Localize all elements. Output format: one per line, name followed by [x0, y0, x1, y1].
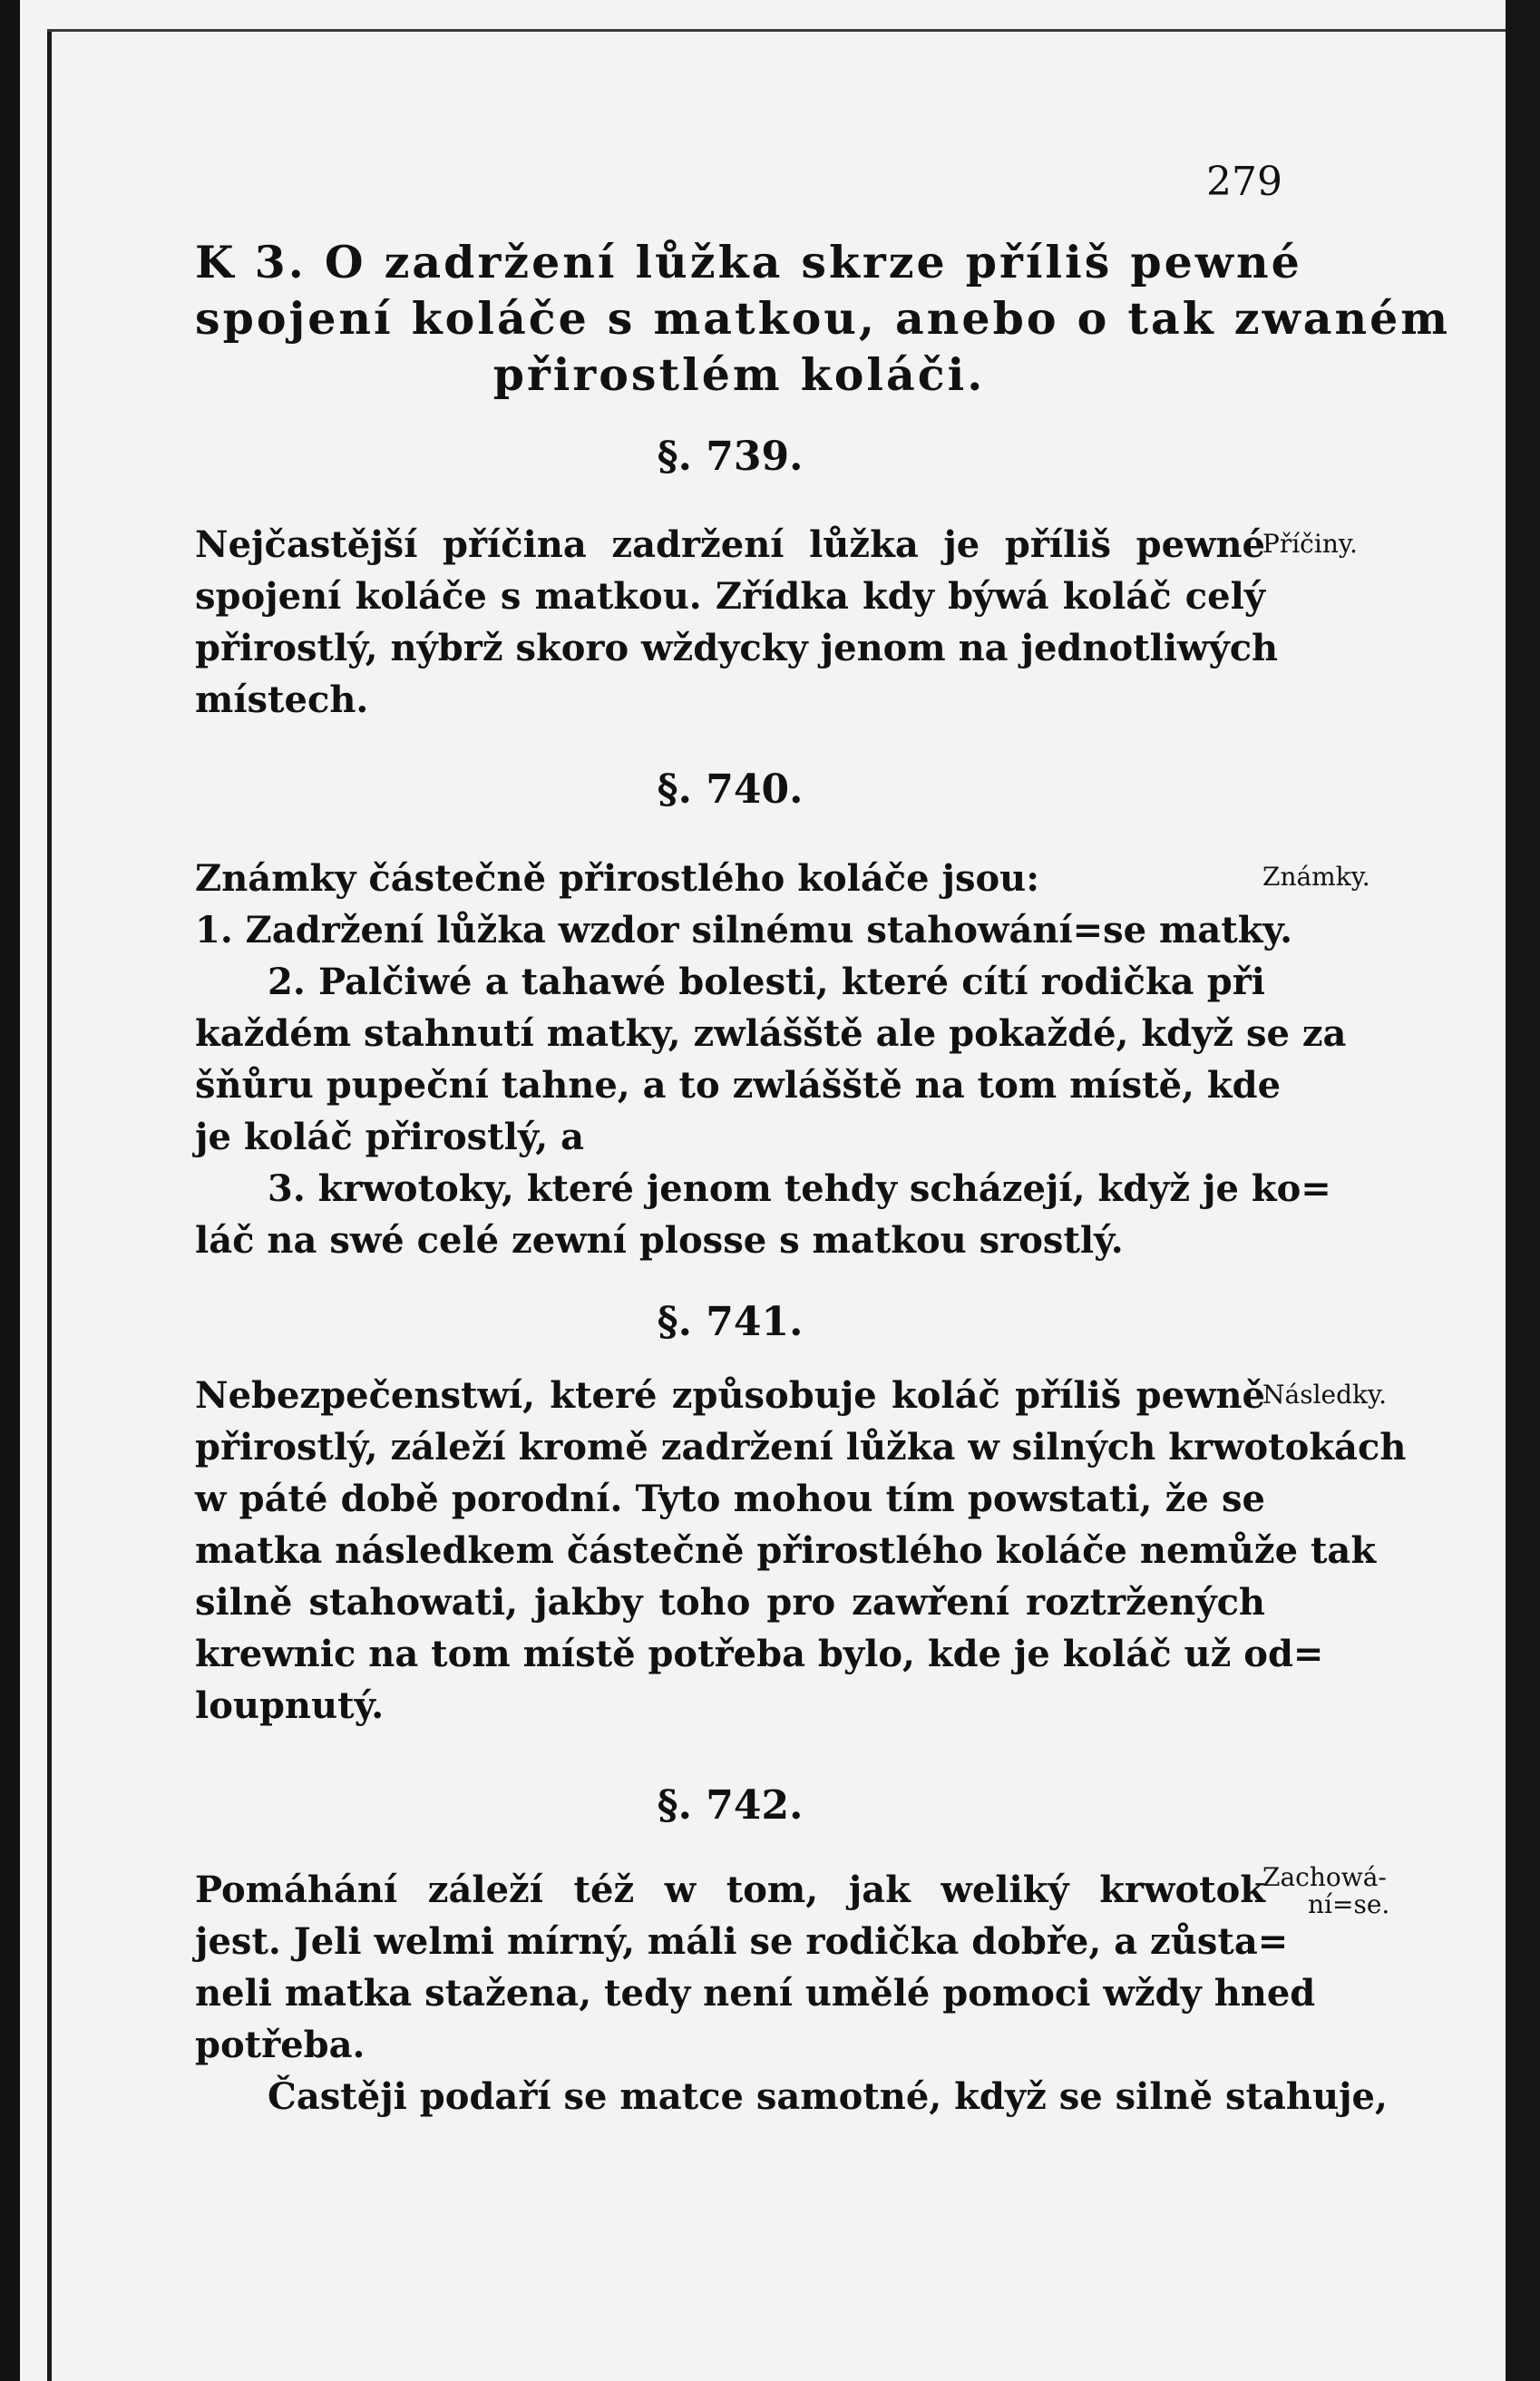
- margin-note-line: Známky.: [1262, 862, 1370, 892]
- paragraph: [195, 519, 1279, 726]
- text-line: místech.: [195, 678, 369, 721]
- heading-line: K 3. O zadržení lůžka skrze příliš pewné: [195, 236, 1302, 288]
- page-binding-edge: [47, 29, 52, 2381]
- margin-note-line: Zachowá-: [1262, 1862, 1387, 1892]
- text-line: 1. Zadržení lůžka wzdor silnému stahowání=se matky.: [195, 909, 1293, 951]
- text-line: každém stahnutí matky, zwlášště ale pokaždé, když se za: [195, 1012, 1347, 1055]
- text-line: silně stahowati, jakby toho pro zawření roztržených: [195, 1581, 1265, 1624]
- text-line: je koláč přirostlý, a: [195, 1116, 585, 1158]
- margin-note-line: Následky.: [1262, 1380, 1387, 1410]
- section-label: §. 741.: [657, 1299, 804, 1345]
- text-line: Nejčastější příčina zadržení lůžka je příliš pewné: [195, 523, 1265, 566]
- section-label: §. 739.: [657, 434, 804, 480]
- text-line: přirostlý, záleží kromě zadržení lůžka w silných krwotokách: [195, 1426, 1407, 1469]
- text-line: jest. Jeli welmi mírný, máli se rodička dobře, a zůsta=: [195, 1920, 1289, 1963]
- margin-note-line: ní=se.: [1308, 1889, 1390, 1919]
- text-line: potřeba.: [195, 2024, 366, 2066]
- text-line: 3. krwotoky, které jenom tehdy scházejí, když je ko=: [268, 1167, 1331, 1210]
- margin-note: [1262, 1381, 1444, 1409]
- margin-note-line: Příčiny.: [1262, 529, 1358, 559]
- chapter-heading: [195, 234, 1451, 403]
- text-line: Častěji podaří se matce samotné, když se silně stahuje,: [268, 2075, 1388, 2118]
- heading-line: přirostlém koláči.: [492, 348, 986, 401]
- scan-border-right: [1506, 0, 1540, 2381]
- text-line: šňůru pupeční tahne, a to zwlášště na tom místě, kde: [195, 1064, 1282, 1107]
- text-line: krewnic na tom místě potřeba bylo, kde je koláč už od=: [195, 1633, 1324, 1675]
- text-line: w páté době porodní. Tyto mohou tím powstati, že se: [195, 1478, 1265, 1520]
- text-line: spojení koláče s matkou. Zřídka kdy býwá koláč celý: [195, 575, 1265, 618]
- paragraph: [195, 853, 1347, 1266]
- text-line: láč na swé celé zewní plosse s matkou srostlý.: [195, 1219, 1124, 1262]
- margin-note: [1262, 531, 1444, 558]
- text-line: Pomáhání záleží též w tom, jak weliký krwotok: [195, 1869, 1265, 1911]
- text-line: Známky částečně přirostlého koláče jsou:: [195, 857, 1040, 900]
- text-line: Nebezpečenstwí, které způsobuje koláč příliš pewně: [195, 1374, 1265, 1417]
- margin-note: [1262, 1864, 1444, 1918]
- text-line: matka následkem částečně přirostlého koláče nemůže tak: [195, 1529, 1377, 1572]
- page-number: 279: [1206, 159, 1282, 205]
- text-line: loupnutý.: [195, 1684, 385, 1727]
- section-label: §. 742.: [657, 1782, 804, 1829]
- heading-line: spojení koláče s matkou, anebo o tak zwaném: [195, 292, 1451, 345]
- page-top-edge: [47, 29, 1506, 32]
- text-line: neli matka stažena, tedy není umělé pomoci wždy hned: [195, 1972, 1316, 2015]
- section-label: §. 740.: [657, 766, 804, 813]
- text-line: přirostlý, nýbrž skoro wždycky jenom na jednotliwých: [195, 627, 1279, 669]
- margin-note: [1262, 864, 1444, 891]
- text-line: 2. Palčiwé a tahawé bolesti, které cítí rodička při: [268, 961, 1265, 1003]
